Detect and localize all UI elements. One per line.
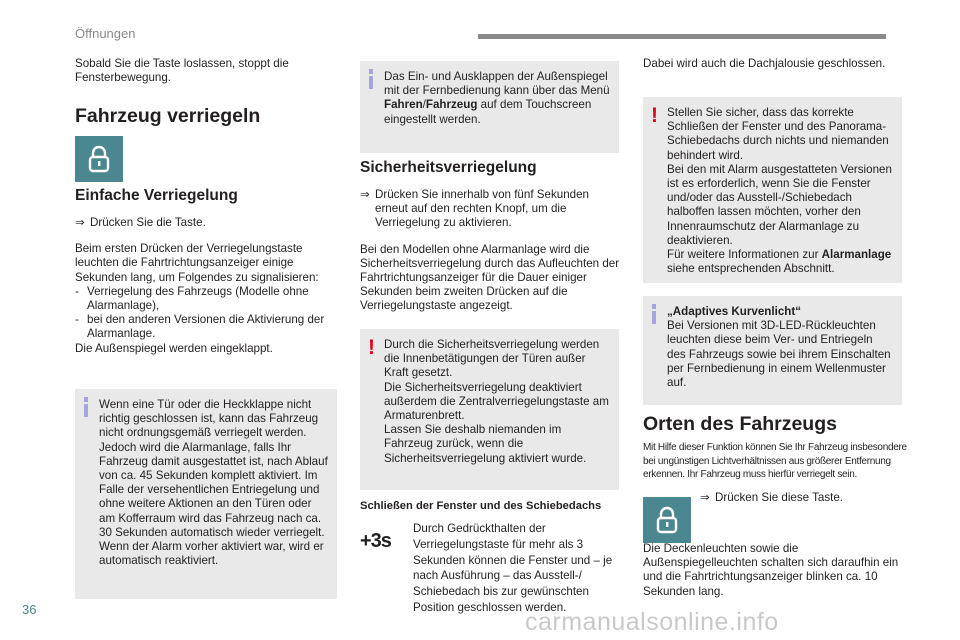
warning-icon: !	[651, 104, 658, 127]
dash-text-1: Verriegelung des Fahrzeugs (Modelle ohne Alarmanlage),	[87, 284, 309, 313]
info-body: Bei Versionen mit 3D-LED-Rückleuchten leuchten diese beim Ver- und Entriegeln des Fahrzeugs sowie bei ihrem Einschalten per Fernbedienung in einem Wellenmuster auf.	[667, 319, 891, 390]
info-icon	[369, 69, 373, 74]
lock-button-icon	[643, 497, 691, 543]
info-box-curve-text	[667, 305, 894, 390]
warning-line-1: Durch die Sicherheitsverriegelung werden die Innenbetätigungen der Türen außer Kraft gesetzt.	[384, 338, 600, 380]
warning-line-2: Bei den mit Alarm ausgestatteten Versionen ist es erforderlich, wenn Sie die Fenster und/oder das Ausstell-/Schiebedach halboffen lassen möchten, vorher den Innenraumschutz der Alarmanlage zu deaktivieren.	[667, 162, 892, 247]
para-intro: Beim ersten Drücken der Verriegelungstaste leuchten die Fahrtrichtungsanzeiger einige Sekunden lang, um Folgendes zu signalisieren:	[75, 242, 319, 284]
column-1	[75, 57, 337, 128]
warning-line-2: Die Sicherheitsverriegelung deaktiviert außerdem die Zentralverriegelungstaste am Armaturenbrett.	[384, 380, 609, 423]
column-1-body	[75, 186, 337, 356]
warning-box-windows-text	[667, 106, 894, 276]
close-windows-text: Durch Gedrückthalten der Verriegelungstaste für mehr als 3 Sekunden können die Fenster und – je nach Ausführung – das Ausstell-/ Schiebedach bis zur gewünschten Position geschlossen werden.	[413, 522, 613, 614]
info-title: „Adaptives Kurvenlicht“	[667, 305, 802, 318]
bullet-text: Drücken Sie die Taste.	[90, 216, 206, 229]
locate-para: Die Deckenleuchten sowie die Außenspiegelleuchten schalten sich daraufhin ein und die Fahrtrichtungsanzeiger blinken ca. 10 Sekunden lang.	[643, 542, 899, 598]
watermark: carmanualsonline.info	[525, 608, 779, 636]
page-number: 36	[22, 602, 37, 617]
info-icon-bar	[369, 76, 373, 89]
warning-box-windows	[643, 97, 902, 283]
bullet-arrow-icon: ⇒	[75, 216, 85, 229]
section-header: Öffnungen	[75, 26, 136, 41]
dash-item-2: - bei den anderen Versionen die Aktivierung der Alarmanlage.	[75, 313, 337, 341]
warning-box-text	[384, 338, 611, 466]
info-box-mirrors-text: Das Ein- und Ausklappen der Außenspiegel mit der Fernbedienung kann über das Menü Fahren/Fahrzeug auf dem Touchscreen eingestellt werden.	[384, 70, 610, 126]
para-end: Die Außenspiegel werden eingeklappt.	[75, 341, 273, 355]
heading-einfache-verriegelung: Einfache Verriegelung	[75, 187, 238, 204]
info-icon-bar	[84, 404, 88, 417]
col3-intro: Dabei wird auch die Dachjalousie geschlossen.	[643, 57, 886, 70]
bullet-item	[360, 188, 622, 231]
heading-fahrzeug-verriegeln: Fahrzeug verriegeln	[75, 105, 261, 128]
warning-box-security	[360, 329, 619, 490]
plus-3s-icon: +3s	[360, 530, 391, 552]
header-bar	[478, 34, 886, 39]
info-icon	[84, 397, 88, 402]
dash-item-1: - Verriegelung des Fahrzeugs (Modelle ohne Alarmanlage),	[75, 285, 337, 313]
info-box-door	[75, 389, 337, 599]
dash-text-2: bei den anderen Versionen die Aktivierung der Alarmanlage.	[87, 313, 325, 341]
bullet-item	[700, 491, 843, 505]
column-2-body	[360, 158, 622, 314]
sub-heading-windows: Schließen der Fenster und des Schiebedachs	[360, 500, 602, 512]
bullet-arrow-icon: ⇒	[700, 491, 710, 504]
info-box-mirrors	[360, 61, 619, 153]
info-box-curve-light	[643, 296, 902, 405]
warning-line-3: Für weitere Informationen zur Alarmanlage siehe entsprechenden Abschnitt.	[667, 248, 892, 276]
heading-sicherheitsverriegelung: Sicherheitsverriegelung	[360, 159, 537, 176]
info-icon-bar	[652, 311, 656, 324]
bullet-item	[75, 216, 337, 230]
bullet-text: Drücken Sie innerhalb von fünf Sekunden erneut auf den rechten Knopf, um die Verriegelung zu aktivieren.	[375, 188, 589, 230]
warning-line-3: Lassen Sie deshalb niemanden im Fahrzeug zurück, wenn die Sicherheitsverriegelung aktiviert wurde.	[384, 423, 587, 465]
info-icon	[652, 304, 656, 309]
locate-description: Mit Hilfe dieser Funktion können Sie Ihr Fahrzeug insbesondere bei ungünstigen Lichtverhältnissen aus größerer Entfernung erkennen. Ihr Fahrzeug muss hierfür verriegelt sein.	[643, 442, 907, 480]
warning-icon: !	[368, 336, 375, 359]
lock-button-icon	[75, 136, 123, 182]
intro-text: Sobald Sie die Taste loslassen, stoppt die Fensterbewegung.	[75, 57, 289, 85]
bullet-text: Drücken Sie diese Taste.	[715, 491, 844, 504]
para-security: Bei den Modellen ohne Alarmanlage wird die Sicherheitsverriegelung durch das Aufleuchten der Fahrtrichtungsanzeiger für die Dauer einiger Sekunden beim zweiten Drücken auf die Verriegelungstaste angezeigt.	[360, 242, 620, 313]
bullet-arrow-icon: ⇒	[360, 188, 370, 201]
heading-orten-des-fahrzeugs: Orten des Fahrzeugs	[643, 413, 837, 435]
warning-line-1: Stellen Sie sicher, dass das korrekte Schließen der Fenster und des Panorama-Schiebedachs durch nichts und niemanden behindert wird.	[667, 106, 889, 162]
info-box-text: Wenn eine Tür oder die Heckklappe nicht richtig geschlossen ist, kann das Fahrzeug nicht ordnungsgemäß verriegelt werden. Jedoch wird die Alarmanlage, falls Ihr Fahrzeug damit ausgestattet ist, nach Ablauf von ca. 45 Sekunden komplett aktiviert. Im Falle der versehentlichen Entriegelung und ohne weitere Aktionen an den Türen oder am Kofferraum wird das Fahrzeug nach ca. 30 Sekunden automatisch wieder verriegelt. Wenn der Alarm vorher aktiviert war, wird er automatisch reaktiviert.	[99, 398, 328, 568]
